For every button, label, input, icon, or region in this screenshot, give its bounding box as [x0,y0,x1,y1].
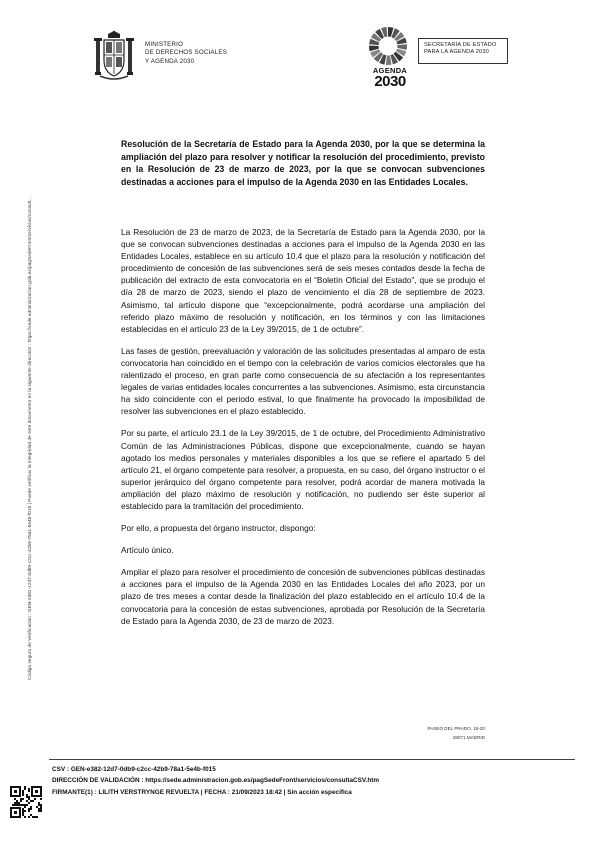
secretary-of-state-box [418,38,508,64]
ministry-line-1: MINISTERIO [145,41,184,48]
address-line-2: 28071 MADRID [452,735,485,740]
secretary-line-2: PARA LA AGENDA 2030 [424,49,489,55]
footer-divider [49,759,575,760]
agenda-logo-word: AGENDA [372,66,408,75]
paragraph-2: Las fases de gestión, preevaluación y valoración de las solicitudes presentadas al amparo de esta convocatoria han coincidido en el tiempo con la celebración de varios comicios electorales que ha ralentizado el proceso, en gran parte como consecuencia de su afectación a los representantes legales de varias entidades locales concurrentes a las subvenciones. Asimismo, esta circunstancia ha sido coincidente con el periodo estival, lo que finalmente ha provocado la imposibilidad de resolver las subvenciones en el plazo establecido. [121,345,485,417]
ministry-line-3: Y AGENDA 2030 [145,57,195,65]
secretary-line-1: SECRETARÍA DE ESTADO [424,42,497,48]
agenda-logo-year: 2030 [374,73,406,90]
paragraph-6: Ampliar el plazo para resolver el procedimiento de concesión de subvenciones públicas destinadas a acciones para el impulso de la Agenda 2030 en las Entidades Locales del año 2023, por un plazo de tres meses a contar desde la finalización del plazo establecido en el artículo 10.4 de la convocatoria para la concesión de estas subvenciones, aprobada por Resolución de la Secretaría de Estado para la Agenda 2030, de 23 de marzo de 2023. [121,567,485,626]
document-title: Resolución de la Secretaría de Estado para la Agenda 2030, por la que se determina la ampliación del plazo para resolver y notificar la resolución del procedimiento, previsto en la Resolución de 23 de marzo de 2023, por la que se convocan subvenciones destinadas a acciones para el impulso de la Agenda 2030 en las Entidades Locales. [121,139,485,187]
footer-signer: FIRMANTE(1) : LILITH VERSTRYNGE REVUELTA | FECHA : 21/09/2023 18:42 | Sin acción específica [52,789,352,796]
qr-code-icon [10,786,42,818]
paragraph-3: Por su parte, el artículo 23.1 de la Ley 39/2015, de 1 de octubre, del Procedimiento Administrativo Común de las Administraciones Públicas, dispone que excepcionalmente, cuando se hayan agotado los medios personales y materiales disponibles a los que se refiere el apartado 5 del artículo 21, el órgano competente para resolver, a propuesta, en su caso, del órgano instructor o el superior jerárquico del órgano competente para resolver, podrá acordar de manera motivada la ampliación del plazo máximo de resolución y notificación, no pudiendo ser éste superior al establecido para la tramitación del procedimiento. [121,428,485,511]
paragraph-5: Artículo único. [121,545,174,556]
paragraph-1: La Resolución de 23 de marzo de 2023, de la Secretaría de Estado para la Agenda 2030, por la que se convocan subvenciones destinadas a acciones para el impulso de la Agenda 2030 en las Entidades Locales, establece en su artículo 10.4 que el plazo para la resolución y notificación del procedimiento de concesión de las subvenciones será de seis meses contados desde la fecha de publicación del extracto de esta convocatoria en el “Boletín Oficial del Estado”, que se produjo el día 28 de marzo de 2023, siendo el plazo de vencimiento el día 28 de septiembre de 2023. Asimismo, tal artículo dispone que “excepcionalmente, podrá acordarse una ampliación del referido plazo máximo de resolución y notificación, en los términos y con las limitaciones establecidas en el artículo 23 de la Ley 39/2015, de 1 de octubre”. [121,227,485,334]
side-verification-text: Código seguro de Verificación : GEN-e382-12d7-0db9-c2cc-42b9-78a1-5e4b-f015 | Puede verificar la integridad de este documento en la siguiente dirección : https://sede.administracion.gob.es/pagSedeFront/servicios/consult... [27,196,32,680]
footer-csv: CSV : GEN-e382-12d7-0db9-c2cc-42b9-78a1-5e4b-f015 [52,766,216,773]
ministry-line-2: DE DERECHOS SOCIALES [145,49,228,57]
address-line-1: PASEO DEL PRADO, 18-20 [427,726,485,731]
paragraph-4: Por ello, a propuesta del órgano instructor, dispongo: [121,523,316,534]
footer-validation-link[interactable]: DIRECCIÓN DE VALIDACIÓN : https://sede.administracion.gob.es/pagSedeFront/servicios/consultaCSV.htm [52,777,380,784]
document-body [121,226,485,637]
address-block [400,724,485,742]
coat-of-arms-logo [92,30,136,82]
ministry-name [145,41,227,66]
agenda-2030-logo [368,26,408,66]
